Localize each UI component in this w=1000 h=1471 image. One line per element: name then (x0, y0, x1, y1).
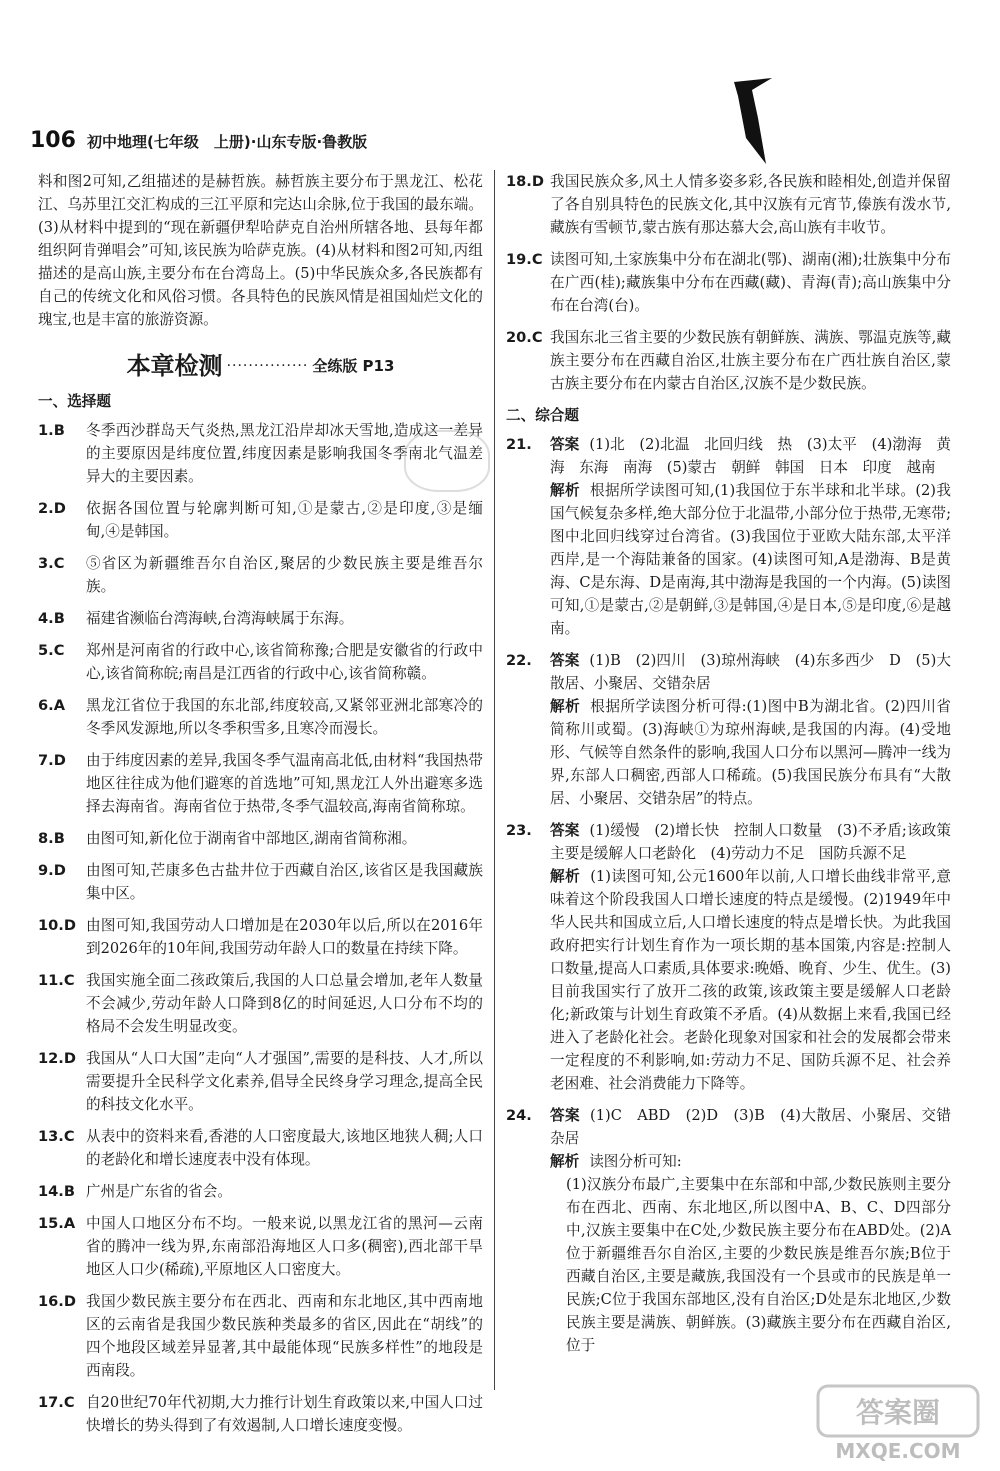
answer-text: (1)缓慢 (2)增长快 控制人口数量 (3)不矛盾;该政策主要是缓解人口老龄化 (4)劳动力不足 国防兵源不足 (550, 822, 951, 862)
answer-text: 冬季西沙群岛天气炎热,黑龙江沿岸却冰天雪地,造成这一差异的主要原因是纬度位置,纬度因素是影响我国冬季南北气温差异大的主要因素。 (86, 422, 483, 485)
section-heading: 一、选择题 (38, 393, 111, 410)
question-number: 21. (506, 436, 532, 453)
answer-number: 3.C (38, 555, 65, 572)
column-divider (494, 170, 495, 1390)
answer-item (38, 827, 483, 850)
explanation-text: 根据所学读图分析可得:(1)图中B为湖北省。(2)四川省简称川或蜀。(3)海峡①为琼州海峡,是我国的内海。(4)受地形、气候等自然条件的影响,我国人口分布以黑河—腾冲一线为界,东部人口稠密,西部人口稀疏。(5)我国民族分布具有“大散居、小聚居、交错杂居”的特点。 (550, 698, 951, 807)
intro-paragraph: 料和图2可知,乙组描述的是赫哲族。赫哲族主要分布于黑龙江、松花江、乌苏里江交汇构成的三江平原和完达山余脉,位于我国的最东端。(3)从材料中提到的“现在新疆伊犁哈萨克自治州所辖各地、县每年都组织阿肯弹唱会”可知,该民族为哈萨克族。(4)从材料和图2可知,丙组描述的是高山族,主要分布在台湾岛上。(5)中华民族众多,各民族都有自己的传统文化和风俗习惯。各具特色的民族风情是祖国灿烂文化的瑰宝,也是丰富的旅游资源。 (38, 173, 483, 328)
watermark-logo-icon (812, 1380, 984, 1466)
answer-text: (1)B (2)四川 (3)琼州海峡 (4)东多西少 D (5)大散居、小聚居、交错杂居 (550, 652, 951, 692)
answer-item (38, 1290, 483, 1382)
answer-number: 9.D (38, 862, 66, 879)
answer-text: 由图可知,新化位于湖南省中部地区,湖南省简称湘。 (86, 830, 417, 847)
answer-item (38, 639, 483, 685)
explanation-label: 解析 (550, 868, 581, 885)
explanation-text: 读图分析可知: (589, 1153, 682, 1170)
chapter-dots: ··············· (226, 358, 309, 374)
answer-number: 5.C (38, 642, 65, 659)
watermark-text: 答案圈 (855, 1396, 941, 1429)
right-column (506, 170, 951, 1366)
answer-number: 2.D (38, 500, 66, 517)
answer-text: 从表中的资料来看,香港的人口密度最大,该地区地狭人稠;人口的老龄化和增长速度表中没有体现。 (86, 1128, 483, 1168)
answer-number: 12.D (38, 1050, 76, 1067)
question-number: 23. (506, 822, 532, 839)
answer-text: 自20世纪70年代初期,大力推行计划生育政策以来,中国人口过快增长的势头得到了有效遏制,人口增长速度变慢。 (86, 1394, 483, 1434)
answer-item (38, 749, 483, 818)
answer-number: 18.D (506, 173, 544, 190)
answer-number: 6.A (38, 697, 65, 714)
section-heading: 二、综合题 (506, 407, 579, 424)
answer-item (38, 1047, 483, 1116)
page-header (30, 128, 367, 158)
answer-text: 由图可知,芒康多色古盐井位于西藏自治区,该省区是我国藏族集中区。 (86, 862, 483, 902)
answer-text: (1)C ABD (2)D (3)B (4)大散居、小聚居、交错杂居 (550, 1107, 951, 1147)
answer-number: 4.B (38, 610, 65, 627)
question-24 (506, 1104, 951, 1357)
explanation-label: 解析 (550, 1153, 580, 1170)
answer-text: 中国人口地区分布不均。一般来说,以黑龙江省的黑河—云南省的腾冲一线为界,东南部沿海地区人口多(稠密),西北部干旱地区人口少(稀疏),平原地区人口密度大。 (86, 1215, 483, 1278)
answer-text: 广州是广东省的省会。 (86, 1183, 232, 1200)
explanation-continued: (1)汉族分布最广,主要集中在东部和中部,少数民族则主要分布在西北、西南、东北地区,所以图中A、B、C、D四部分中,汉族主要集中在C处,少数民族主要分布在ABD处。(2)A位于新疆维吾尔自治区,主要的少数民族是维吾尔族;B位于西藏自治区,主要是藏族,我国没有一个县或市的民族是单一民族;C位于我国东部地区,没有自治区;D处是东北地区,少数民族主要是满族、朝鲜族。(3)藏族主要分布在西藏自治区,位于 (566, 1176, 951, 1354)
answer-item (38, 1180, 483, 1203)
chapter-heading (38, 352, 483, 380)
question-21 (506, 433, 951, 640)
answer-text: 我国民族众多,风土人情多姿多彩,各民族和睦相处,创造并保留了各自别具特色的民族文化,其中汉族有元宵节,傣族有泼水节,藏族有雪顿节,蒙古族有那达慕大会,高山族有丰收节。 (550, 173, 951, 236)
answer-text: 读图可知,土家族集中分布在湖北(鄂)、湖南(湘);壮族集中分布在广西(桂);藏族集中分布在西藏(藏)、青海(青);高山族集中分布在台湾(台)。 (550, 251, 951, 314)
corner-decoration-icon (732, 78, 776, 170)
answer-item (38, 1391, 483, 1437)
answer-number: 11.C (38, 972, 75, 989)
answer-label: 答案 (550, 436, 580, 453)
answer-text: 我国从“人口大国”走向“人才强国”,需要的是科技、人才,所以需要提升全民科学文化素养,倡导全民终身学习理念,提高全民的科技文化水平。 (86, 1050, 483, 1113)
answer-item (38, 552, 483, 598)
answer-text: 依据各国位置与轮廓判断可知,①是蒙古,②是印度,③是缅甸,④是韩国。 (86, 500, 483, 540)
answer-number: 16.D (38, 1293, 76, 1310)
answer-item (38, 969, 483, 1038)
answer-item (38, 914, 483, 960)
answer-number: 17.C (38, 1394, 75, 1411)
answer-text: 由于纬度因素的差异,我国冬季气温南高北低,由材料“我国热带地区往往成为他们避寒的首选地”可知,黑龙江人外出避寒多选择去海南省。海南省位于热带,冬季气温较高,海南省简称琼。 (86, 752, 483, 815)
answer-number: 13.C (38, 1128, 75, 1145)
explanation-text: 根据所学读图可知,(1)我国位于东半球和北半球。(2)我国气候复杂多样,绝大部分位于北温带,小部分位于热带,无寒带;图中北回归线穿过台湾省。(3)我国位于亚欧大陆东部,太平洋西岸,是一个海陆兼备的国家。(4)读图可知,A是渤海、B是黄海、C是东海、D是南海,其中渤海是我国的一个内海。(5)读图可知,①是蒙古,②是朝鲜,③是韩国,④是日本,⑤是印度,⑥是越南。 (550, 482, 951, 637)
chapter-title: 本章检测 (126, 352, 223, 380)
answer-number: 14.B (38, 1183, 75, 1200)
question-number: 22. (506, 652, 532, 669)
answer-text: 福建省濒临台湾海峡,台湾海峡属于东海。 (86, 610, 354, 627)
answer-number: 20.C (506, 329, 543, 346)
answer-number: 7.D (38, 752, 66, 769)
answer-item (38, 694, 483, 740)
page-number: 106 (30, 128, 76, 153)
answer-number: 1.B (38, 422, 65, 439)
stamp-icon (404, 430, 490, 492)
chapter-ref: 全练版 P13 (312, 357, 395, 375)
answer-text: 黑龙江省位于我国的东北部,纬度较高,又紧邻亚洲北部寒冷的冬季风发源地,所以冬季积雪多,且寒冷而漫长。 (86, 697, 483, 737)
answer-item (506, 248, 951, 317)
answer-item (506, 326, 951, 395)
question-23 (506, 819, 951, 1095)
answer-label: 答案 (550, 822, 580, 839)
answer-label: 答案 (550, 1107, 581, 1124)
question-22 (506, 649, 951, 810)
watermark-url: MXQE.COM (835, 1439, 961, 1463)
answer-item (38, 1212, 483, 1281)
explanation-label: 解析 (550, 698, 581, 715)
answer-item (38, 607, 483, 630)
answer-text: 我国实施全面二孩政策后,我国的人口总量会增加,老年人数量不会减少,劳动年龄人口降到8亿的时间延迟,人口分布不均的格局不会发生明显改变。 (86, 972, 483, 1035)
question-number: 24. (506, 1107, 532, 1124)
explanation-text: (1)读图可知,公元1600年以前,人口增长曲线非常平,意味着这个阶段我国人口增长速度的特点是缓慢。(2)1949年中华人民共和国成立后,人口增长速度的特点是增长快。为此我国政府把实行计划生育作为一项长期的基本国策,内容是:控制人口数量,提高人口素质,具体要求:晚婚、晚育、少生、优生。(3)目前我国实行了放开二孩的政策,该政策主要是缓解人口老龄化;新政策与计划生育政策不矛盾。(4)从数据上来看,我国已经进入了老龄化社会。老龄化现象对国家和社会的发展都会带来一定程度的不利影响,如:劳动力不足、国防兵源不足、社会养老困难、社会消费能力下降等。 (550, 868, 951, 1092)
answer-number: 19.C (506, 251, 543, 268)
left-column (38, 170, 483, 1446)
answer-item (38, 497, 483, 543)
answer-item (38, 1125, 483, 1171)
answer-text: (1)北 (2)北温 北回归线 热 (3)太平 (4)渤海 黄海 东海 南海 (5)蒙古 朝鲜 韩国 日本 印度 越南 (550, 436, 951, 476)
book-title: 初中地理(七年级 上册)·山东专版·鲁教版 (87, 133, 368, 151)
answer-number: 15.A (38, 1215, 76, 1232)
explanation-label: 解析 (550, 482, 580, 499)
answer-label: 答案 (550, 652, 580, 669)
answer-text: 我国少数民族主要分布在西北、西南和东北地区,其中西南地区的云南省是我国少数民族种类最多的省区,因此在“胡线”的四个地段区域差异显著,其中最能体现“民族多样性”的地段是西南段。 (86, 1293, 483, 1379)
answer-text: 我国东北三省主要的少数民族有朝鲜族、满族、鄂温克族等,藏族主要分布在西藏自治区,壮族主要分布在广西壮族自治区,蒙古族主要分布在内蒙古自治区,汉族不是少数民族。 (550, 329, 951, 392)
answer-number: 10.D (38, 917, 76, 934)
answer-item (506, 170, 951, 239)
answer-text: ⑤省区为新疆维吾尔自治区,聚居的少数民族主要是维吾尔族。 (86, 555, 483, 595)
answer-text: 由图可知,我国劳动人口增加是在2030年以后,所以在2016年到2026年的10年间,我国劳动年龄人口的数量在持续下降。 (86, 917, 483, 957)
answer-number: 8.B (38, 830, 65, 847)
answer-item (38, 859, 483, 905)
answer-text: 郑州是河南省的行政中心,该省简称豫;合肥是安徽省的行政中心,该省简称皖;南昌是江西省的行政中心,该省简称赣。 (86, 642, 483, 682)
